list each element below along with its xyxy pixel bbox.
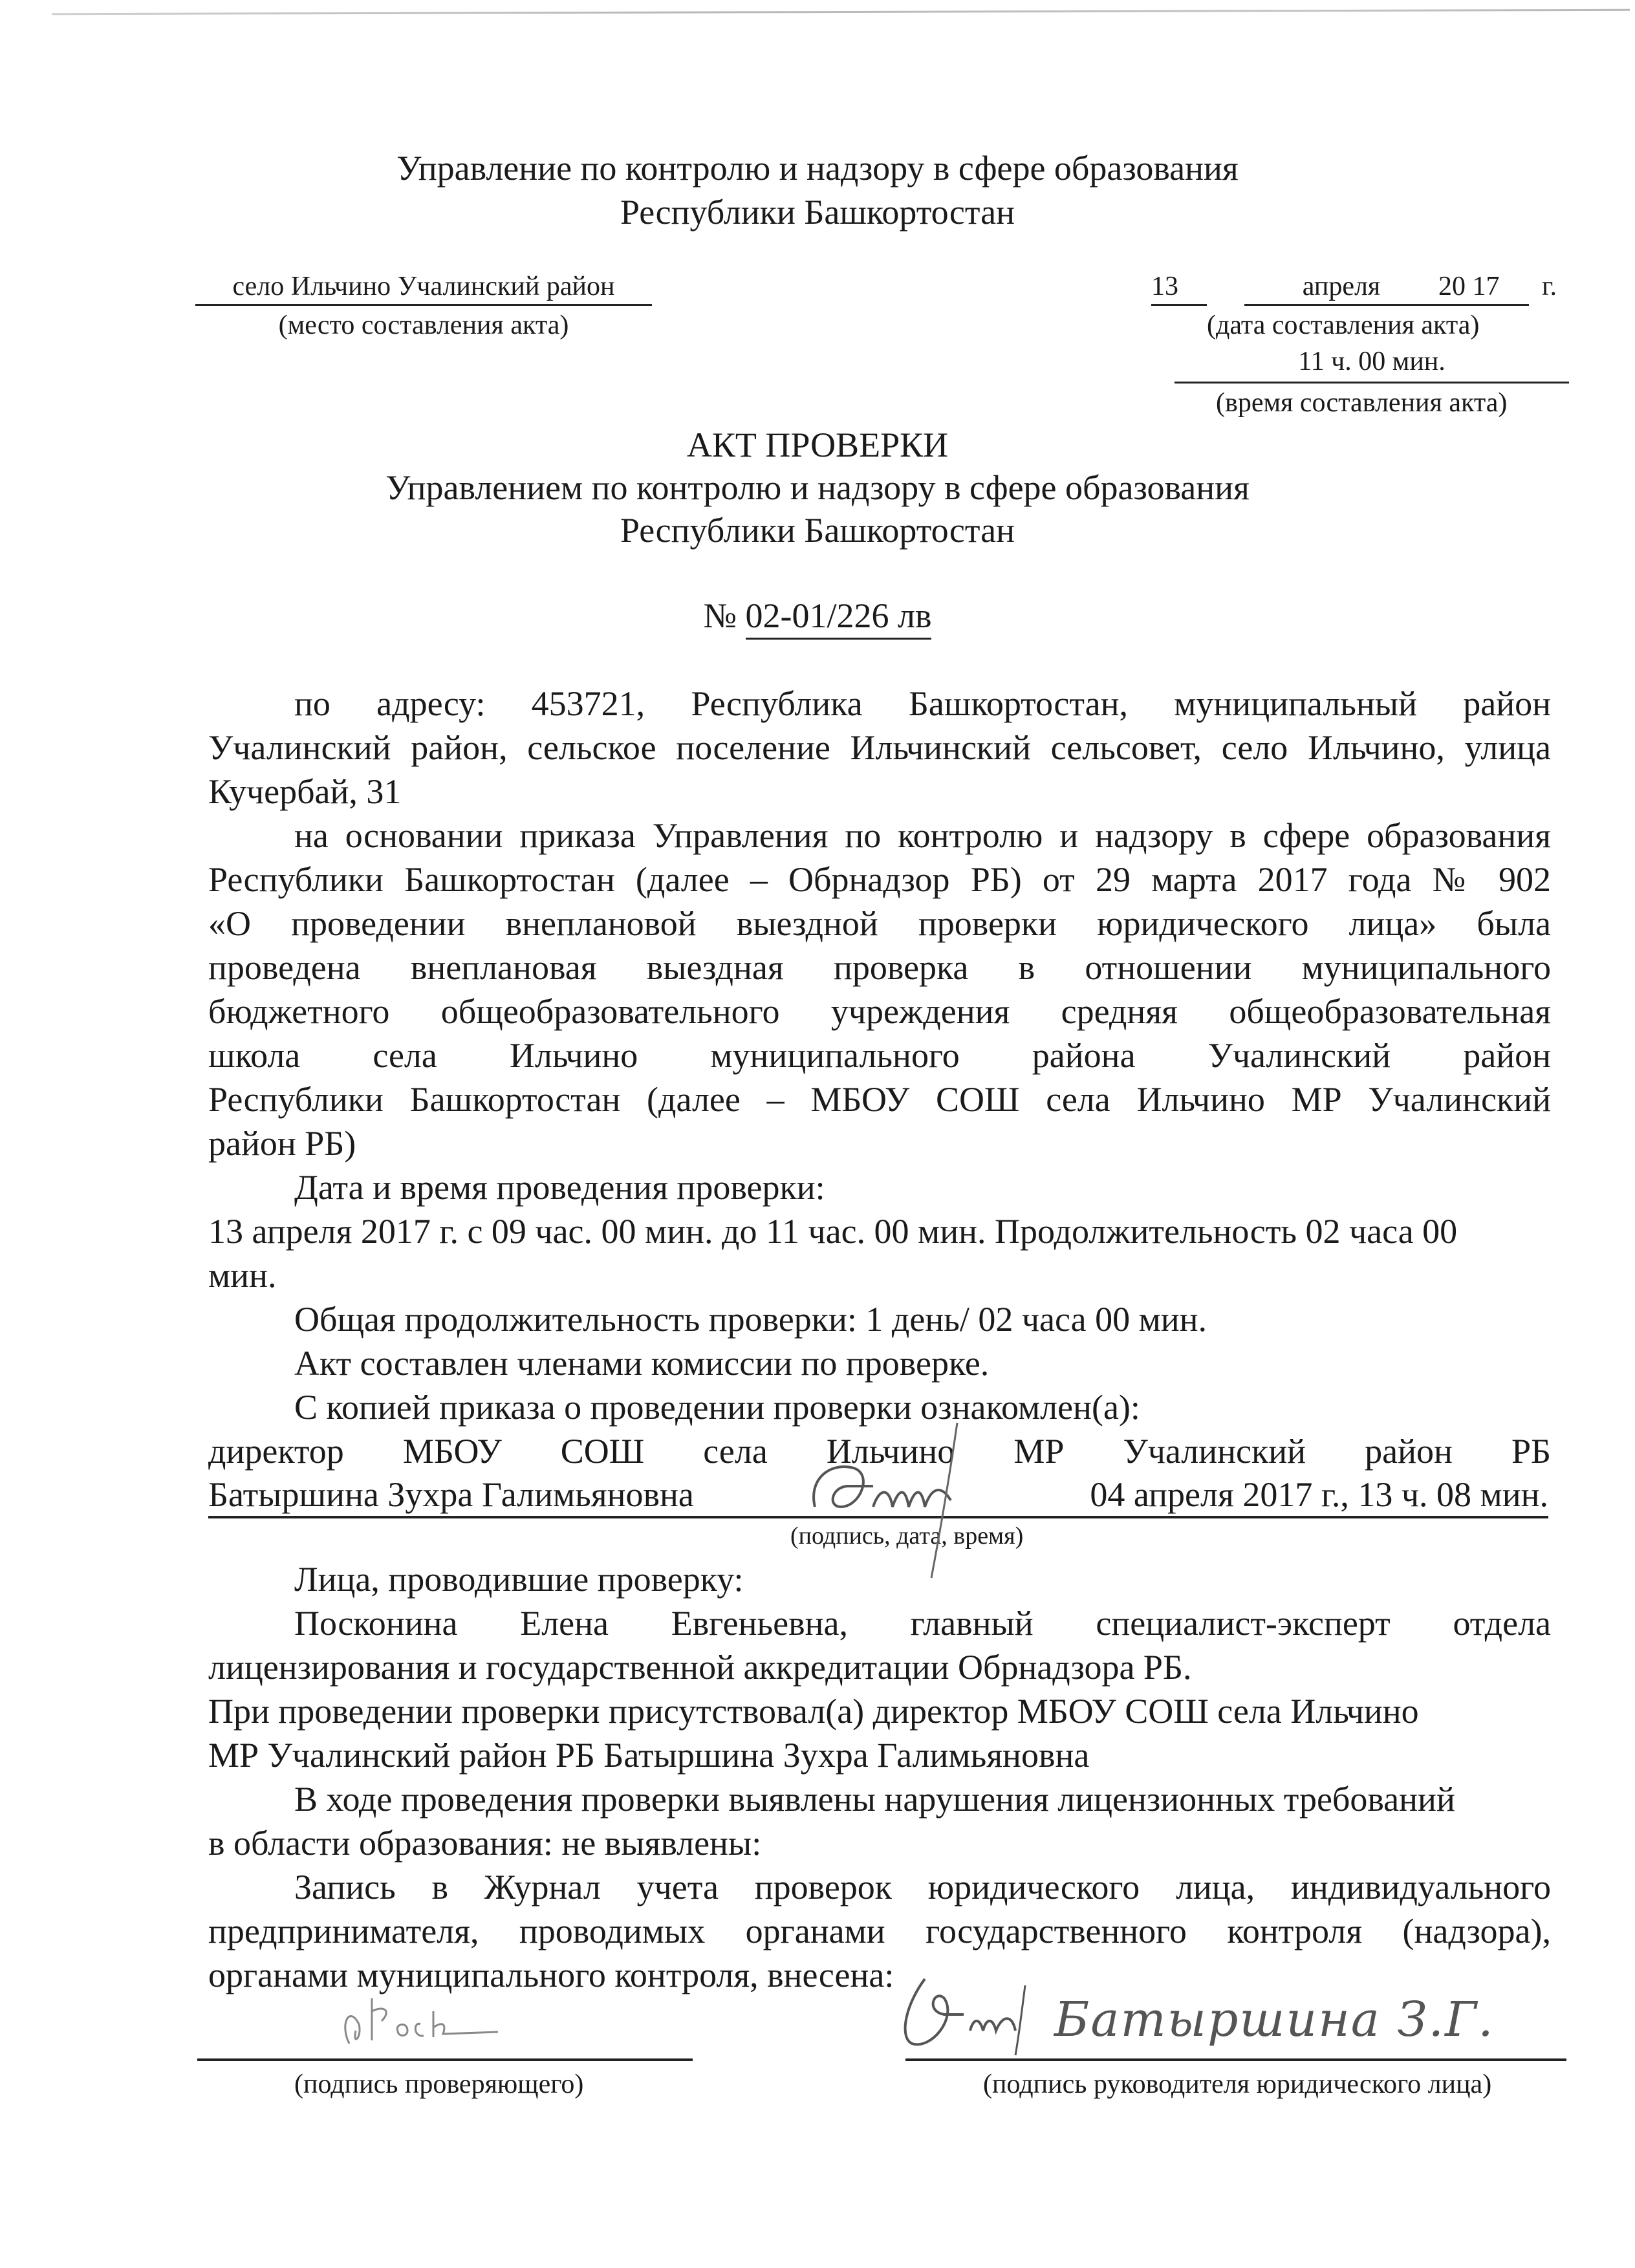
journal-line: предпринимателя, проводимых органами государственного контроля (надзора),	[208, 1912, 1551, 1950]
acquainted-caption: (подпись, дата, время)	[790, 1522, 1024, 1550]
date-caption: (дата составления акта)	[1207, 310, 1480, 340]
date-year-suffix: г.	[1542, 272, 1557, 301]
journal-line: органами муниципального контроля, внесена:	[208, 1956, 894, 1994]
datetime-value-line: 13 апреля 2017 г. с 09 час. 00 мин. до 11 час. 00 мин. Продолжительность 02 часа 00	[208, 1212, 1458, 1251]
head-signature-caption: (подпись руководителя юридического лица)	[983, 2069, 1492, 2099]
journal-line: Запись в Журнал учета проверок юридического лица, индивидуального	[294, 1868, 1551, 1906]
datetime-label: Дата и время проведения проверки:	[294, 1168, 825, 1207]
violations-line: в области образования: не выявлены:	[208, 1824, 762, 1863]
basis-line: Республики Башкортостан (далее – Обрнадзор РБ) от 29 марта 2017 года № 902	[208, 860, 1551, 899]
violations-line: В ходе проведения проверки выявлены нарушения лицензионных требований	[294, 1780, 1455, 1819]
act-number-value: 02-01/226 лв	[746, 596, 932, 640]
present-line: МР Учалинский район РБ Батыршина Зухра Галимьяновна	[208, 1736, 1090, 1775]
act-subtitle-line1: Управлением по контролю и надзору в сфере образования	[385, 468, 1250, 507]
inspectors-paragraph	[208, 1557, 1551, 1997]
acquainted-datetime: 04 апреля 2017 г., 13 ч. 08 мин.	[1090, 1475, 1548, 1514]
address-line: Учалинский район, сельское поселение Ильчинский сельсовет, село Ильчино, улица	[208, 728, 1551, 767]
total-duration: Общая продолжительность проверки: 1 день/ 02 часа 00 мин.	[294, 1300, 1207, 1339]
date-month-year	[1244, 270, 1529, 306]
basis-paragraph	[208, 814, 1551, 1165]
head-handwritten-name: Батыршина З.Г.	[1054, 1992, 1495, 2047]
head-signature	[899, 1966, 1048, 2057]
org-header-line2: Республики Башкортостан	[620, 193, 1015, 232]
inspector-line: Посконина Елена Евгеньевна, главный специалист-эксперт отдела	[294, 1604, 1551, 1643]
inspectors-label: Лица, проводившие проверку:	[294, 1560, 744, 1599]
acquainted-name: Батыршина Зухра Галимьяновна	[208, 1475, 694, 1514]
act-number-prefix: №	[703, 596, 737, 635]
place-caption: (место составления акта)	[278, 310, 569, 340]
scan-edge-line	[52, 9, 1630, 15]
address-line: по адресу: 453721, Республика Башкортостан, муниципальный район	[294, 684, 1551, 723]
acquainted-line1: директор МБОУ СОШ села Ильчино МР Учалинский район РБ	[208, 1432, 1551, 1471]
director-signature-1	[802, 1410, 996, 1578]
act-subtitle-line2: Республики Башкортостан	[620, 511, 1015, 550]
acquainted-label: С копией приказа о проведении проверки ознакомлен(а):	[294, 1388, 1140, 1427]
date-year: 20 17	[1438, 272, 1500, 301]
present-line: При проведении проверки присутствовал(а) директор МБОУ СОШ села Ильчино	[208, 1692, 1419, 1731]
date-row	[1151, 270, 1557, 306]
org-header-line1: Управление по контролю и надзору в сфере образования	[396, 149, 1239, 188]
basis-line: на основании приказа Управления по контролю и надзору в сфере образования	[294, 816, 1551, 855]
date-month: апреля	[1302, 272, 1381, 301]
basis-line: «О проведении внеплановой выездной проверки юридического лица» была	[208, 904, 1551, 943]
act-title: АКТ ПРОВЕРКИ	[686, 426, 949, 464]
basis-line: школа села Ильчино муниципального района Учалинский район	[208, 1036, 1551, 1075]
inspector-signature	[336, 1985, 504, 2057]
basis-line: район РБ)	[208, 1124, 356, 1163]
address-paragraph	[208, 682, 1551, 814]
datetime-value-line: мин.	[208, 1256, 277, 1295]
address-line: Кучербай, 31	[208, 772, 402, 811]
head-signature-line	[905, 2058, 1566, 2061]
time-caption: (время составления акта)	[1216, 388, 1508, 418]
date-day: 13	[1151, 270, 1207, 306]
basis-line: проведена внеплановая выездная проверка в отношении муниципального	[208, 948, 1551, 987]
place-value: село Ильчино Учалинский район	[195, 270, 652, 306]
basis-line: бюджетного общеобразовательного учреждения средняя общеобразовательная	[208, 992, 1551, 1031]
inspector-line: лицензирования и государственной аккредитации Обрнадзора РБ.	[208, 1648, 1192, 1687]
act-number	[0, 595, 1635, 636]
basis-line: Республики Башкортостан (далее – МБОУ СОШ села Ильчино МР Учалинский	[208, 1080, 1551, 1119]
inspector-signature-caption: (подпись проверяющего)	[294, 2069, 584, 2099]
inspector-signature-line	[197, 2058, 693, 2061]
time-value: 11 ч. 00 мин.	[1175, 345, 1569, 383]
composed-by: Акт составлен членами комиссии по проверке.	[294, 1344, 990, 1383]
